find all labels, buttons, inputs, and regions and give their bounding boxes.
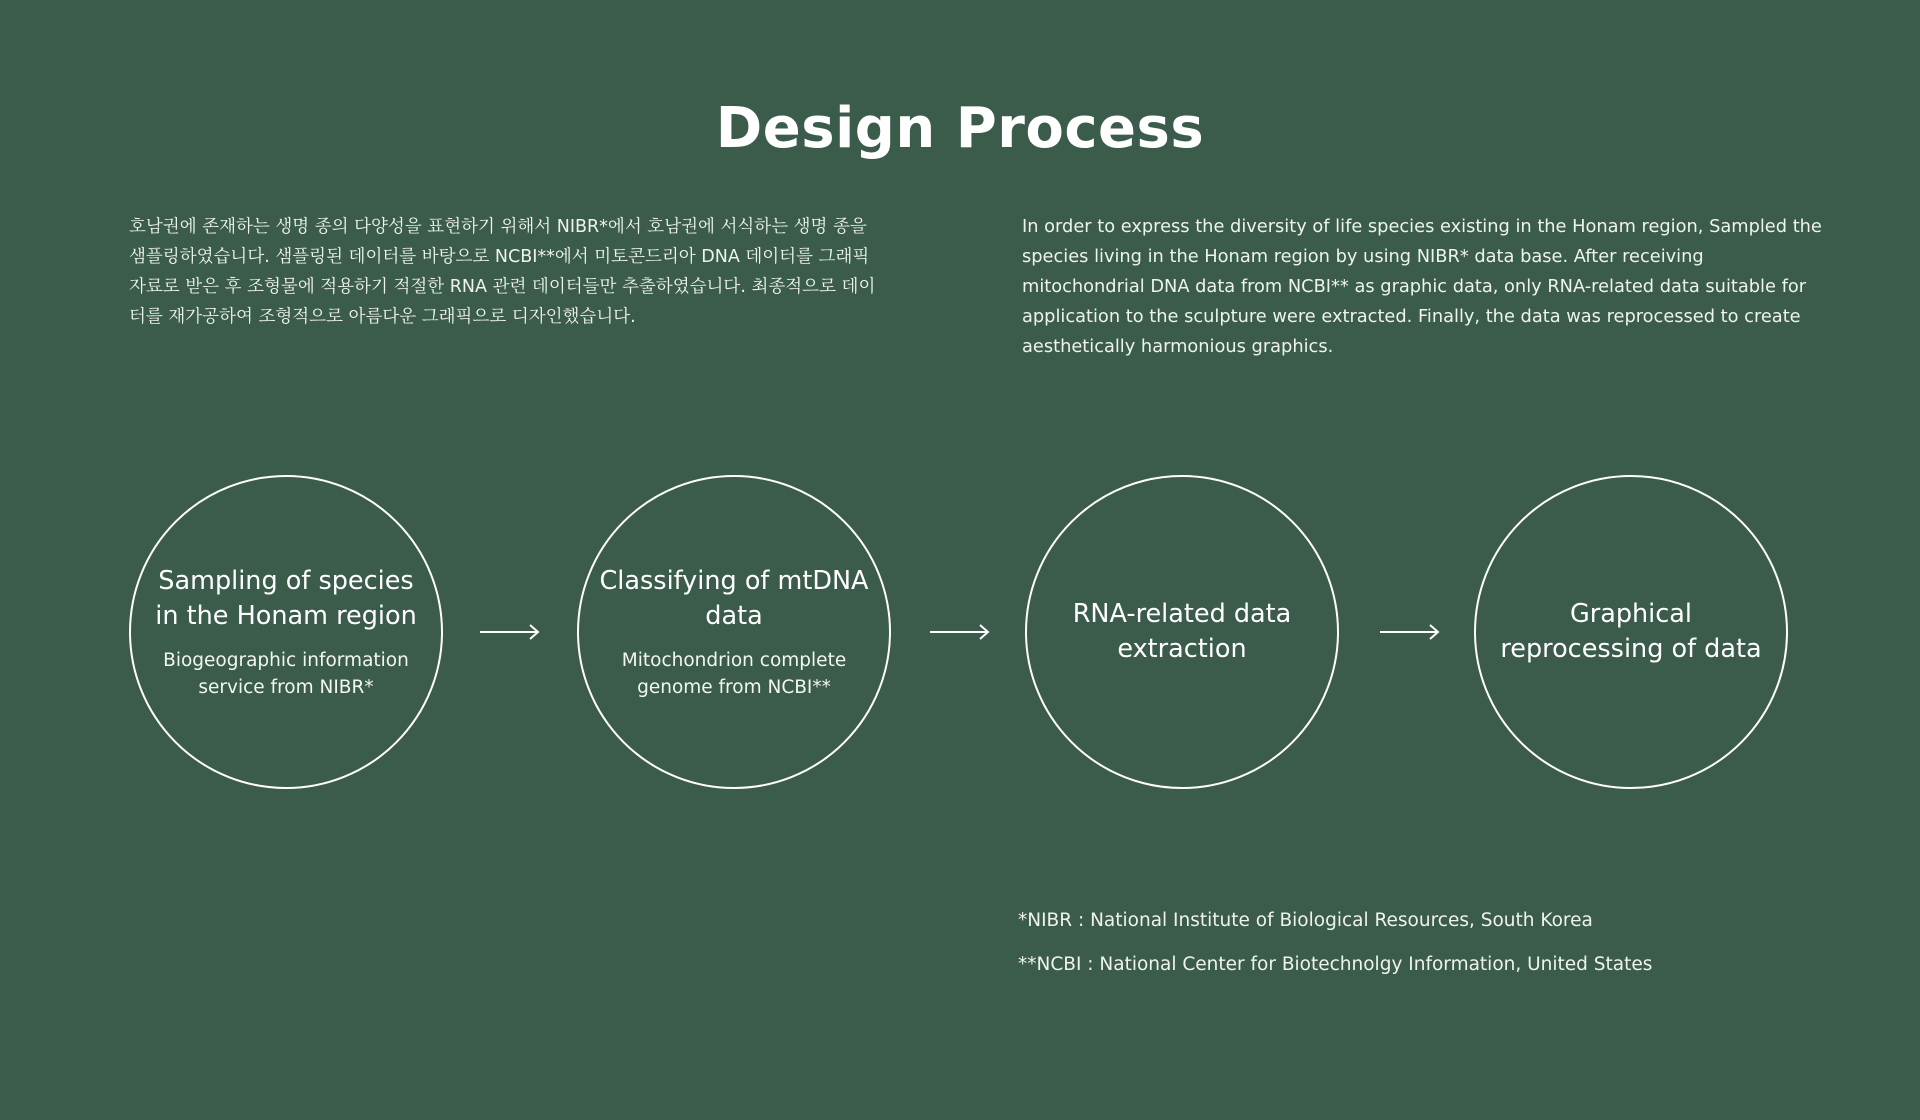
process-step-extraction (1025, 475, 1339, 789)
process-step-sampling (129, 475, 443, 789)
intro-english: In order to express the diversity of life species existing in the Honam region, Sampled the species living in the Honam region by using NIBR* data base. After receiving mitochondrial DNA data from NCBI** as graphic data, only RNA-related data suitable for application to the sculpture were extracted. Finally, the data was reprocessed to create aesthetically harmonious graphics. (1022, 216, 1822, 357)
footnote-nibr: *NIBR : National Institute of Biological Resources, South Korea (1018, 910, 1593, 931)
step-subtitle: Mitochondrion complete genome from NCBI** (621, 649, 847, 698)
step-subtitle: Biogeographic information service from NIBR* (163, 649, 409, 698)
footnotes (1018, 910, 1652, 998)
footnote-ncbi: **NCBI : National Center for Biotechnolgy Information, United States (1018, 954, 1653, 975)
step-title: Classifying of mtDNA data (599, 565, 869, 631)
arrow-right-icon (1379, 620, 1441, 644)
arrow-right-icon (479, 620, 541, 644)
step-title: RNA-related data extraction (1072, 599, 1292, 664)
process-step-classifying (577, 475, 891, 789)
step-title: Graphical reprocessing of data (1500, 599, 1762, 664)
step-title: Sampling of species in the Honam region (155, 565, 417, 631)
intro-korean: 호남권에 존재하는 생명 종의 다양성을 표현하기 위해서 NIBR*에서 호남권에 서식하는 생명 종을 샘플링하였습니다. 샘플링된 데이터를 바탕으로 NCBI**에서 미토콘드리아 DNA 데이터를 그래픽 자료로 받은 후 조형물에 적용하기 적절한 RNA 관련 데이터들만 추출하였습니다. 최종적으로 데이터를 재가공하여 조형적으로 아름다운 그래픽으로 디자인했습니다. (129, 217, 876, 327)
page-title: Design Process (715, 96, 1205, 161)
process-diagram (0, 470, 1920, 800)
arrow-right-icon (929, 620, 991, 644)
process-step-reprocessing (1474, 475, 1788, 789)
